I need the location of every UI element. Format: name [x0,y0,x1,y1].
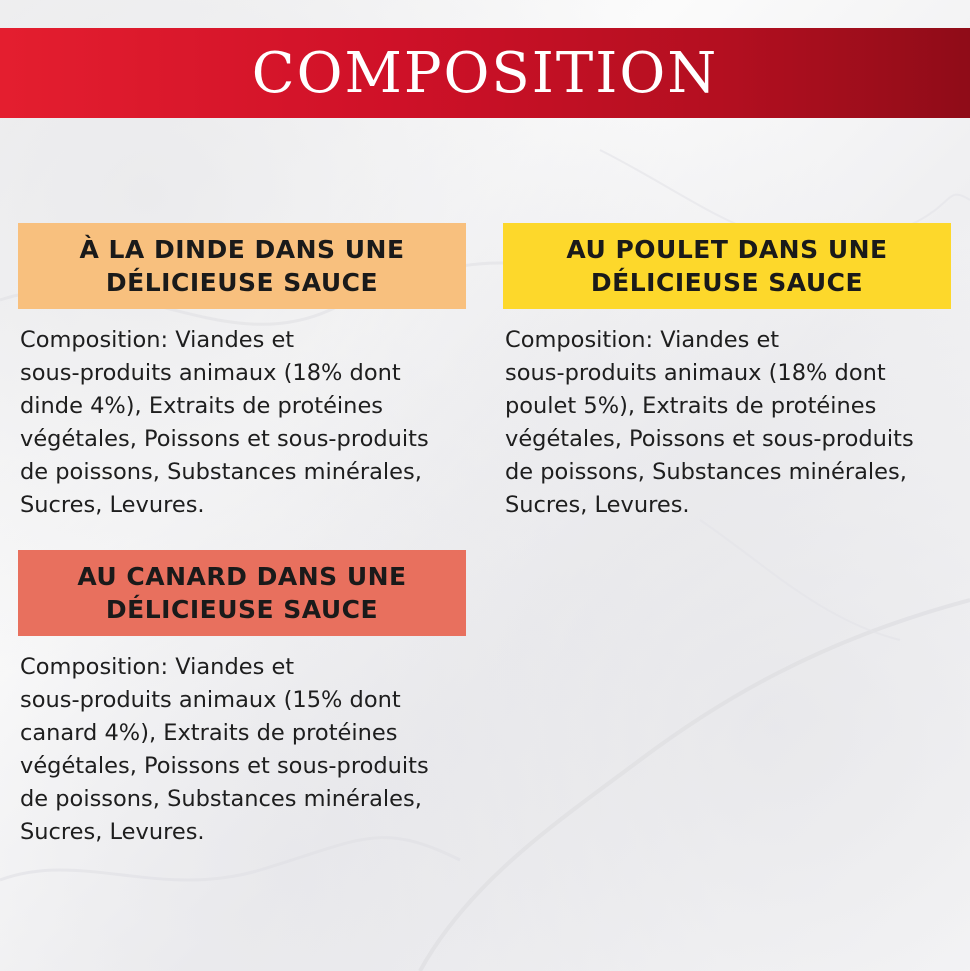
label-poulet [503,223,951,309]
page-title: COMPOSITION [251,40,719,106]
label-dinde [18,223,466,309]
label-canard-text: AU CANARD DANS UNE DÉLICIEUSE SAUCE [77,562,407,624]
label-poulet-text: AU POULET DANS UNE DÉLICIEUSE SAUCE [566,235,888,297]
composition-dinde: Composition: Viandes et sous-produits animaux (18% dont dinde 4%), Extraits de protéines végétales, Poissons et sous-produits de poissons, Substances minérales, Sucres, Levures. [20,327,429,518]
composition-poulet: Composition: Viandes et sous-produits animaux (18% dont poulet 5%), Extraits de protéines végétales, Poissons et sous-produits de poissons, Substances minérales, Sucres, Levures. [505,327,914,518]
label-canard [18,550,466,636]
composition-canard: Composition: Viandes et sous-produits animaux (15% dont canard 4%), Extraits de protéines végétales, Poissons et sous-produits de poissons, Substances minérales, Sucres, Levures. [20,654,429,845]
composition-banner [0,28,970,118]
label-dinde-text: À LA DINDE DANS UNE DÉLICIEUSE SAUCE [79,235,405,297]
